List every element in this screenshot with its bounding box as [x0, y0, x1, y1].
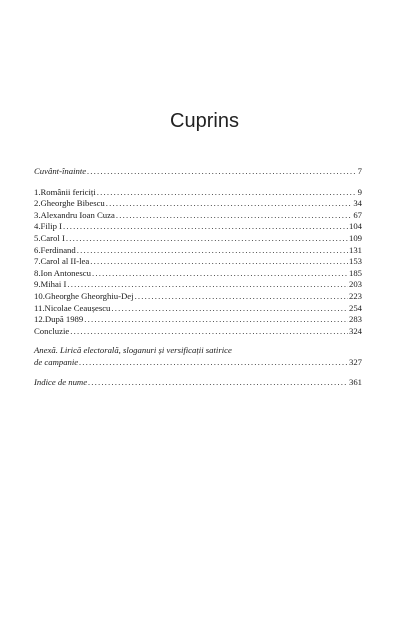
toc-entry-chapter — [34, 233, 362, 245]
leader-dots — [79, 357, 348, 369]
chapter-number: 2. — [34, 198, 41, 209]
chapter-number: 5. — [34, 232, 41, 243]
toc-entry-annex — [34, 357, 362, 369]
chapter-number: 10. — [34, 290, 45, 301]
toc-entry-intro — [34, 166, 362, 178]
toc-entry-conclusion — [34, 326, 362, 338]
toc-entry-page: 104 — [348, 221, 362, 232]
toc-entry-chapter — [34, 256, 362, 268]
toc-entry-page: 327 — [348, 356, 362, 367]
toc-entry-label: Ferdinand — [40, 244, 76, 255]
toc-entry-label: Alexandru Ioan Cuza — [40, 209, 115, 220]
leader-dots — [92, 268, 348, 280]
chapter-number: 7. — [34, 256, 41, 267]
toc-entry-label: Concluzie — [34, 325, 70, 336]
toc-entry-chapter — [34, 268, 362, 280]
chapter-number: 12. — [34, 314, 45, 325]
leader-dots — [67, 279, 348, 291]
leader-dots — [135, 291, 348, 303]
chapter-number: 11. — [34, 302, 45, 313]
toc-entry-page: 153 — [348, 256, 362, 267]
toc-entry-chapter — [34, 221, 362, 233]
toc-entry-page: 254 — [348, 302, 362, 313]
leader-dots — [63, 221, 348, 233]
toc-entry-label: Nicolae Ceaușescu — [44, 302, 111, 313]
leader-dots — [77, 245, 348, 257]
toc-entry-page: 67 — [353, 209, 362, 220]
leader-dots — [70, 326, 348, 338]
toc-entry-label: Românii fericiți — [40, 186, 96, 197]
toc-entry-label: Carol al II-lea — [40, 256, 90, 267]
toc-entry-annex-title: Anexă. Lirică electorală, sloganuri și versificații satirice — [34, 345, 232, 356]
leader-dots — [88, 377, 348, 389]
toc-entry-label: Cuvânt-înainte — [34, 166, 87, 176]
toc-entry-chapter — [34, 291, 362, 303]
toc-entry-page: 361 — [348, 376, 362, 387]
toc-entry-chapter — [34, 314, 362, 326]
toc-entry-page: 203 — [348, 279, 362, 290]
chapter-number: 1. — [34, 186, 41, 197]
toc-entry-chapter — [34, 303, 362, 315]
leader-dots — [84, 314, 348, 326]
page-title: Cuprins — [170, 110, 239, 132]
toc-entry-label: Carol I — [40, 232, 65, 243]
leader-dots — [87, 166, 357, 178]
toc-entry-chapter — [34, 245, 362, 257]
chapter-number: 3. — [34, 209, 41, 220]
toc-entry-page: 9 — [357, 186, 362, 197]
chapter-number: 4. — [34, 221, 41, 232]
toc-entry-chapter — [34, 198, 362, 210]
toc-entry-label: de campanie — [34, 356, 79, 367]
leader-dots — [116, 210, 352, 222]
toc-entry-page: 7 — [357, 166, 362, 176]
toc-entry-label: Mihai I — [40, 279, 67, 290]
toc-entry-chapter — [34, 279, 362, 291]
toc-entry-page: 283 — [348, 314, 362, 325]
toc-entry-label: Filip I — [40, 221, 62, 232]
toc-entry-label: După 1989 — [44, 314, 84, 325]
chapter-number: 9. — [34, 279, 41, 290]
chapter-number: 8. — [34, 267, 41, 278]
toc-entry-chapter — [34, 210, 362, 222]
toc-entry-label: Indice de nume — [34, 376, 88, 387]
chapter-number: 6. — [34, 244, 41, 255]
toc-entry-label: Ion Antonescu — [40, 267, 91, 278]
toc-entry-page: 131 — [348, 244, 362, 255]
toc-entry-page: 109 — [348, 232, 362, 243]
leader-dots — [90, 256, 348, 268]
table-of-contents — [34, 166, 362, 388]
toc-entry-index — [34, 377, 362, 389]
toc-entry-page: 185 — [348, 267, 362, 278]
toc-entry-page: 324 — [348, 325, 362, 336]
toc-entry-label: Gheorghe Bibescu — [40, 198, 105, 209]
leader-dots — [66, 233, 348, 245]
leader-dots — [111, 303, 348, 315]
toc-entry-page: 34 — [353, 198, 362, 209]
leader-dots — [97, 187, 357, 199]
toc-entry-label: Gheorghe Gheorghiu-Dej — [44, 290, 134, 301]
toc-entry-page: 223 — [348, 290, 362, 301]
leader-dots — [106, 198, 353, 210]
toc-entry-chapter — [34, 187, 362, 199]
